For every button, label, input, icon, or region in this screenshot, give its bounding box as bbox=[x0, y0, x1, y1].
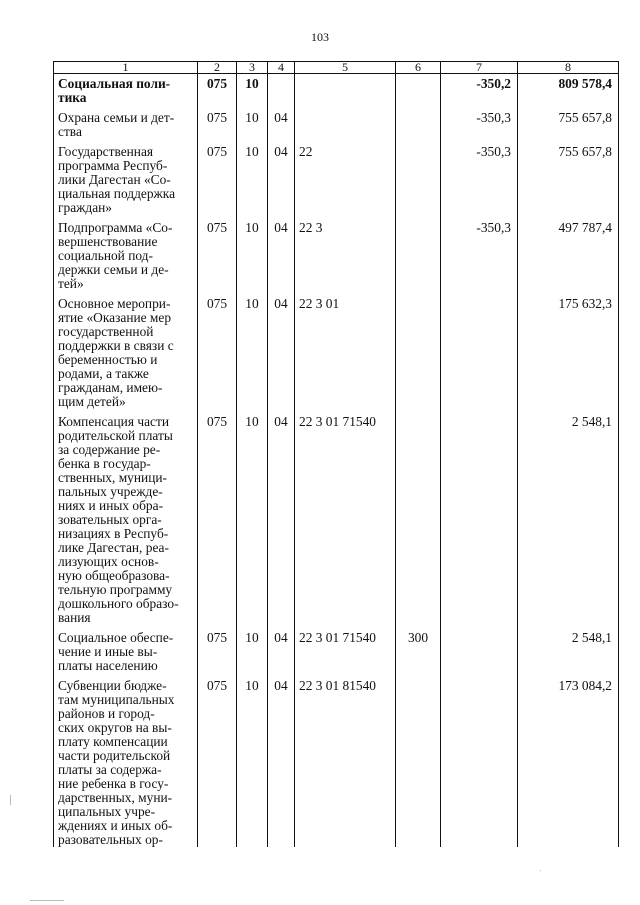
column-header: 1 bbox=[54, 62, 198, 74]
cell-expense-type bbox=[396, 291, 441, 409]
cell-expense-type bbox=[396, 139, 441, 215]
cell-target-article: 22 3 01 81540 bbox=[295, 673, 396, 847]
cell-subsection: 04 bbox=[268, 625, 295, 673]
cell-total-amount: 809 578,4 bbox=[518, 74, 619, 106]
cell-expense-type bbox=[396, 409, 441, 625]
cell-expense-type bbox=[396, 215, 441, 291]
cell-admin-code: 075 bbox=[198, 625, 237, 673]
cell-name: Основное меропри- ятие «Оказание мер государственной поддержки в связи с беременностью и родами, а также гражданам, имею- щим детей» bbox=[54, 291, 198, 409]
cell-subsection: 04 bbox=[268, 409, 295, 625]
cell-subsection: 04 bbox=[268, 139, 295, 215]
cell-section: 10 bbox=[237, 74, 268, 106]
column-header: 3 bbox=[237, 62, 268, 74]
cell-change-amount bbox=[441, 625, 518, 673]
cell-total-amount: 755 657,8 bbox=[518, 139, 619, 215]
cell-section: 10 bbox=[237, 673, 268, 847]
cell-expense-type: 300 bbox=[396, 625, 441, 673]
column-header: 5 bbox=[295, 62, 396, 74]
table-row bbox=[54, 74, 619, 106]
cell-expense-type bbox=[396, 105, 441, 139]
cell-change-amount: -350,2 bbox=[441, 74, 518, 106]
cell-target-article: 22 bbox=[295, 139, 396, 215]
cell-change-amount bbox=[441, 291, 518, 409]
cell-section: 10 bbox=[237, 625, 268, 673]
cell-admin-code: 075 bbox=[198, 139, 237, 215]
cell-change-amount: -350,3 bbox=[441, 215, 518, 291]
cell-target-article bbox=[295, 105, 396, 139]
header-row bbox=[54, 62, 619, 74]
column-header: 4 bbox=[268, 62, 295, 74]
cell-section: 10 bbox=[237, 291, 268, 409]
column-header: 6 bbox=[396, 62, 441, 74]
cell-subsection: 04 bbox=[268, 291, 295, 409]
cell-change-amount bbox=[441, 409, 518, 625]
cell-section: 10 bbox=[237, 409, 268, 625]
cell-admin-code: 075 bbox=[198, 291, 237, 409]
cell-target-article: 22 3 01 bbox=[295, 291, 396, 409]
cell-total-amount: 173 084,2 bbox=[518, 673, 619, 847]
table-row bbox=[54, 105, 619, 139]
cell-subsection: 04 bbox=[268, 105, 295, 139]
scan-artifact bbox=[540, 870, 541, 871]
cell-admin-code: 075 bbox=[198, 215, 237, 291]
table-row bbox=[54, 625, 619, 673]
column-header: 8 bbox=[518, 62, 619, 74]
cell-admin-code: 075 bbox=[198, 105, 237, 139]
cell-admin-code: 075 bbox=[198, 74, 237, 106]
table-row bbox=[54, 409, 619, 625]
cell-section: 10 bbox=[237, 105, 268, 139]
cell-admin-code: 075 bbox=[198, 673, 237, 847]
cell-subsection bbox=[268, 74, 295, 106]
cell-section: 10 bbox=[237, 139, 268, 215]
scan-artifact bbox=[10, 795, 11, 805]
cell-total-amount: 497 787,4 bbox=[518, 215, 619, 291]
cell-expense-type bbox=[396, 673, 441, 847]
cell-name: Подпрограмма «Со- вершенствование социальной под- держки семьи и де- тей» bbox=[54, 215, 198, 291]
cell-total-amount: 2 548,1 bbox=[518, 409, 619, 625]
cell-section: 10 bbox=[237, 215, 268, 291]
table-row bbox=[54, 139, 619, 215]
cell-name: Субвенции бюдже- там муниципальных районов и город- ских округов на вы- плату компенсации части родительской платы за содержа- ние ребенка в госу- дарственных, муни- ципальных учре- ждениях и иных об- разовательных ор- bbox=[54, 673, 198, 847]
cell-target-article: 22 3 01 71540 bbox=[295, 409, 396, 625]
table-row bbox=[54, 215, 619, 291]
cell-change-amount: -350,3 bbox=[441, 139, 518, 215]
cell-target-article bbox=[295, 74, 396, 106]
budget-table bbox=[53, 61, 619, 847]
cell-subsection: 04 bbox=[268, 673, 295, 847]
table-row bbox=[54, 673, 619, 847]
cell-expense-type bbox=[396, 74, 441, 106]
cell-name: Социальная поли- тика bbox=[54, 74, 198, 106]
table-row bbox=[54, 291, 619, 409]
cell-name: Государственная программа Респуб- лики Дагестан «Со- циальная поддержка граждан» bbox=[54, 139, 198, 215]
cell-total-amount: 175 632,3 bbox=[518, 291, 619, 409]
cell-name: Охрана семьи и дет- ства bbox=[54, 105, 198, 139]
cell-target-article: 22 3 01 71540 bbox=[295, 625, 396, 673]
cell-target-article: 22 3 bbox=[295, 215, 396, 291]
cell-change-amount bbox=[441, 673, 518, 847]
column-header: 2 bbox=[198, 62, 237, 74]
cell-total-amount: 2 548,1 bbox=[518, 625, 619, 673]
cell-change-amount: -350,3 bbox=[441, 105, 518, 139]
page-number: 103 bbox=[311, 30, 329, 44]
cell-admin-code: 075 bbox=[198, 409, 237, 625]
scan-artifact bbox=[30, 900, 64, 901]
cell-name: Компенсация части родительской платы за содержание ре- бенка в государ- ственных, муници- пальных учрежде- ниях и иных обра- зовательных орга- низациях в Респуб- лике Дагестан, реа- лизующих основ- ную общеобразова- тельную программу дошкольного образо- вания bbox=[54, 409, 198, 625]
cell-total-amount: 755 657,8 bbox=[518, 105, 619, 139]
cell-subsection: 04 bbox=[268, 215, 295, 291]
cell-name: Социальное обеспе- чение и иные вы- платы населению bbox=[54, 625, 198, 673]
column-header: 7 bbox=[441, 62, 518, 74]
